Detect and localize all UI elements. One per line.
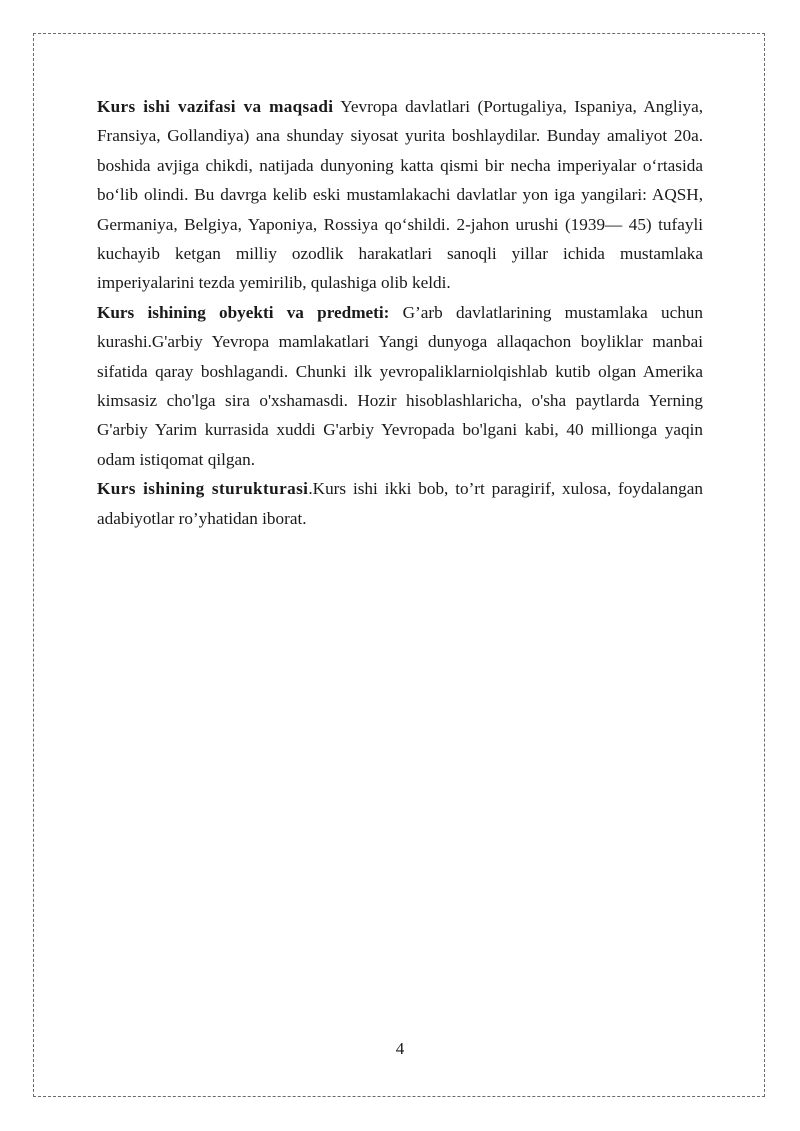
paragraph-heading: Kurs ishining sturukturasi [97,479,309,499]
paragraph-object-subject [97,298,703,474]
paragraph-structure [97,474,703,533]
page-number: 4 [395,1039,405,1058]
paragraph-heading: Kurs ishining obyekti va predmeti: [97,302,390,322]
document-body [97,92,703,533]
paragraph-heading: Kurs ishi vazifasi va maqsadi [97,97,334,116]
paragraph-tasks-goals [97,92,703,298]
paragraph-text: .Kurs ishi ikki bob, to’rt paragirif, xulosa, foydalangan adabiyotlar ro’yhatidan iborat. [97,479,703,528]
paragraph-text: Yevropa davlatlari (Portugaliya, Ispaniya, Angliya, Fransiya, Gollandiya) ana shunday siyosat yurita boshlaydilar. Bunday amaliyot 20a. boshida avjiga chikdi, natijada dunyoning katta qismi bir necha imperiyalar o‘rtasida bo‘lib olindi. Bu davrga kelib eski mustamlakachi davlatlar yon iga yangilari: AQSH, Germaniya, Belgiya, Yaponiya, Rossiya qo‘shildi. 2-jahon urushi (1939— 45) tufayli kuchayib ketgan milliy ozodlik harakatlari sanoqli yillar ichida mustamlaka imperiyalarini tezda yemirilib, qulashiga olib keldi. [97,97,703,293]
paragraph-text: G’arb davlatlarining mustamlaka uchun kurashi.G'arbiy Yevropa mamlakatlari Yangi dunyoga allaqachon boyliklar manbai sifatida qaray boshlagandi. Chunki ilk yevropaliklarniolqishlab kutib olgan Amerika kimsasiz cho'lga sira o'xshamasdi. Hozir hisoblashlaricha, o'sha paytlarda Yerning G'arbiy Yarim kurrasida xuddi G'arbiy Yevropada bo'lgani kabi, 40 millionga yaqin odam istiqomat qilgan. [97,302,703,469]
